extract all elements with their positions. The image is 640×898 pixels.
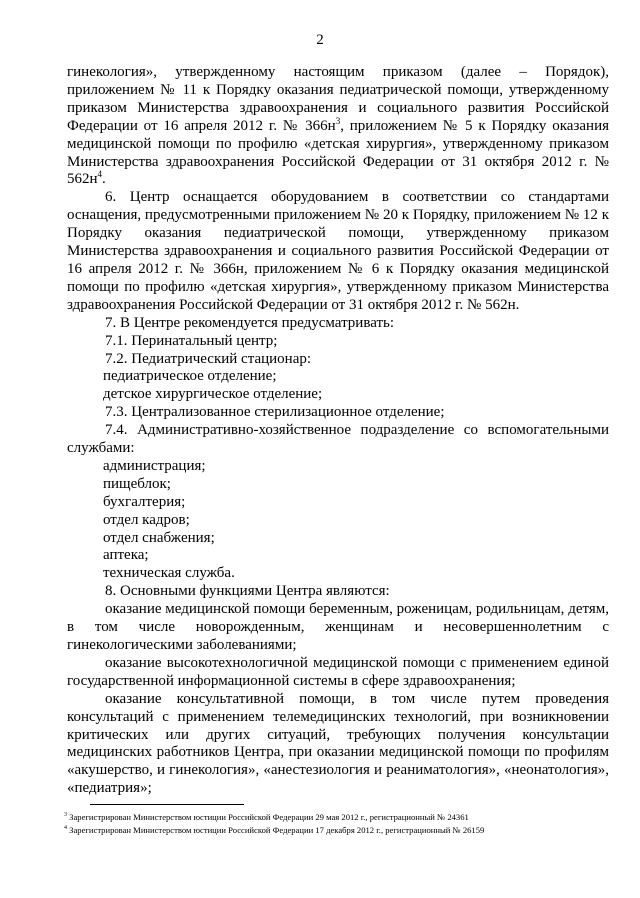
footnote-ref-4[interactable]: 4 (97, 169, 103, 180)
footnote-4 (64, 825, 624, 836)
footnote-mark: 3 (64, 812, 67, 819)
paragraph-6: 6. Центр оснащается оборудованием в соответствии со стандартами оснащения, предусмотренными приложением № 20 к Порядку, приложением № 12 к Порядку оказания педиатрической помощи, утвержденному приказом Министерства здравоохранения и социального развития Российской Федерации от 16 апреля 2012 г. № 366н, приложением № 6 к Порядку оказания медицинской помощи по профилю «детская хирургия», утвержденному приказом Министерства здравоохранения Российской Федерации от 31 октября 2012 г. № 562н. (67, 189, 609, 313)
paragraph-7-3: 7.3. Централизованное стерилизационное отделение; (105, 404, 445, 421)
list-item: бухгалтерия; (103, 493, 186, 510)
paragraph-text: гинекология», утвержденному настоящим приказом (далее – Порядок), приложением № 11 к Порядку оказания педиатрической помощи, утвержденному приказом Министерства здравоохранения и социального развития Российской Федерации от 16 апреля 2012 г. № 366н (67, 64, 609, 134)
paragraph-7: 7. В Центре рекомендуется предусматривать: (105, 314, 395, 331)
footnote-text: Зарегистрирован Министерством юстиции Российской Федерации 29 мая 2012 г., регистрационный № 24361 (69, 812, 469, 822)
list-item: отдел кадров; (103, 511, 190, 528)
paragraph-7-1: 7.1. Перинатальный центр; (105, 332, 278, 349)
list-item: техническая служба. (103, 565, 235, 582)
paragraph-7-4: 7.4. Административно-хозяйственное подразделение со вспомогательными службами: (67, 422, 609, 457)
list-item: аптека; (103, 547, 149, 564)
footnote-separator (90, 804, 244, 805)
list-item: отдел снабжения; (103, 529, 215, 546)
footnote-text: Зарегистрирован Министерством юстиции Российской Федерации 17 декабря 2012 г., регистрационный № 26159 (69, 825, 485, 835)
list-item: администрация; (103, 457, 206, 474)
footnote-ref-3[interactable]: 3 (335, 115, 341, 126)
list-item: педиатрическое отделение; (103, 368, 277, 385)
list-item: детское хирургическое отделение; (103, 386, 323, 403)
function-item: оказание консультативной помощи, в том числе путем проведения консультаций с применением телемедицинских технологий, при возникновении критических или других ситуаций, требующих получения консультации медицинских работников Центра, при оказании медицинской помощи по профилям «акушерство, и гинекология», «анестезиология и реаниматология», «неонатология», «педиатрия»; (67, 690, 609, 797)
footnote-mark: 4 (64, 825, 67, 832)
page-number: 2 (316, 32, 324, 48)
list-item: пищеблок; (103, 475, 171, 492)
paragraph-8: 8. Основными функциями Центра являются: (105, 583, 390, 600)
document-body (67, 64, 609, 798)
function-item: оказание высокотехнологичной медицинской помощи с применением единой государственной информационной системы в сфере здравоохранения; (67, 654, 609, 689)
paragraph-7-2: 7.2. Педиатрический стационар: (105, 350, 312, 367)
paragraph-continuation (67, 64, 609, 189)
paragraph-tail: . (102, 171, 106, 188)
footnote-3 (64, 812, 624, 823)
function-item: оказание медицинской помощи беременным, роженицам, родильницам, детям, в том числе новорожденным, женщинам и несовершеннолетним с гинекологическими заболеваниями; (67, 601, 609, 653)
paragraph-text: , приложением № 5 к Порядку оказания медицинской помощи по профилю «детская хирургия», утвержденному приказом Министерства здравоохранения Российской Федерации от 31 октября 2012 г. № 562н (67, 117, 609, 188)
